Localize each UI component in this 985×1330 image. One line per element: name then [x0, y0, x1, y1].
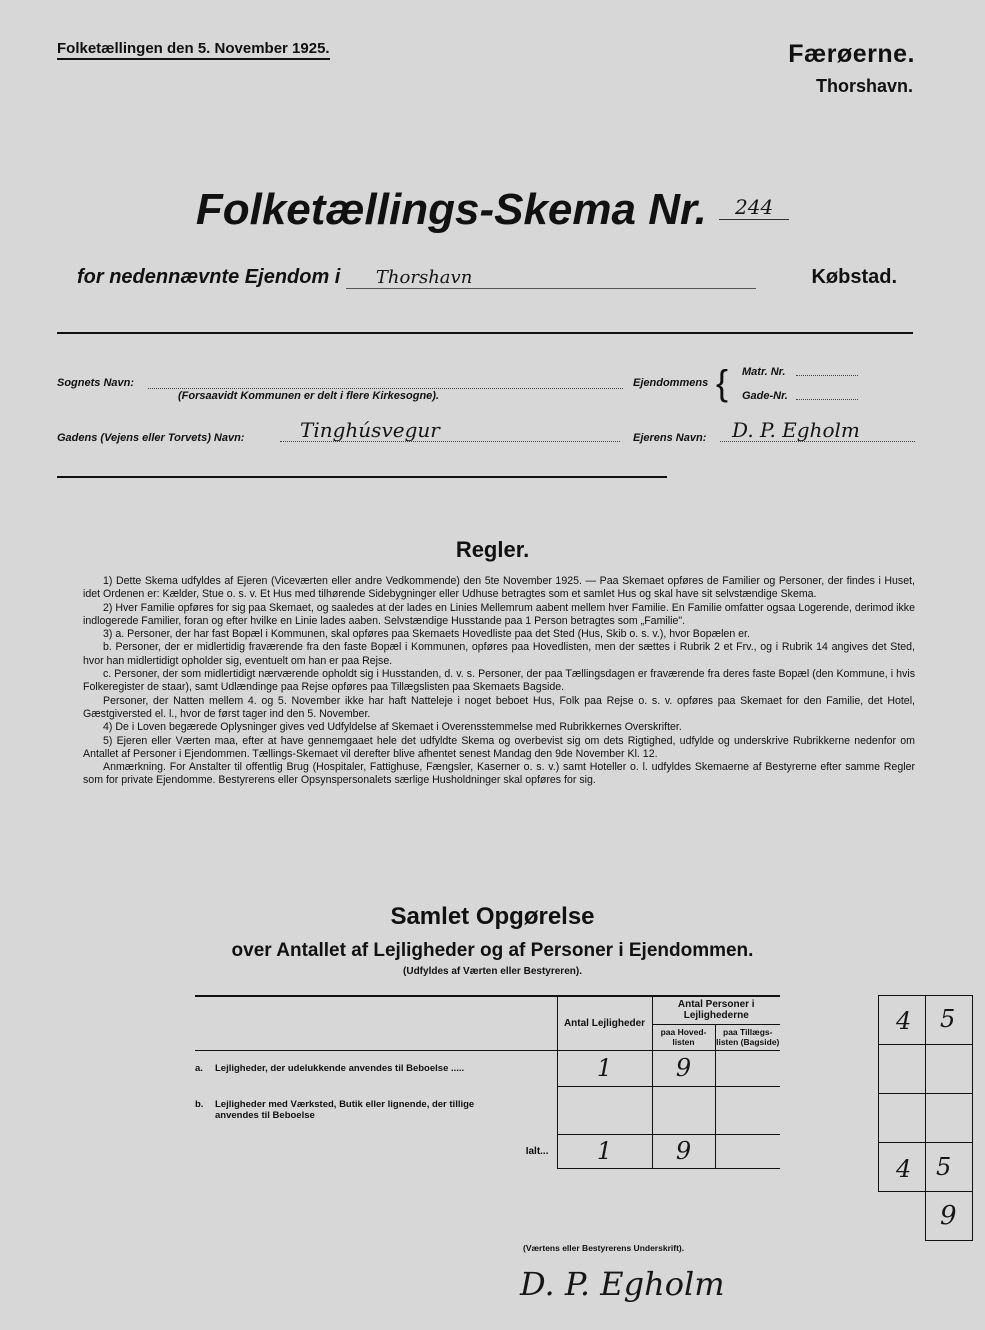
col-main-list: paa Hoved-listen	[652, 1024, 715, 1050]
summary-subtitle: over Antallet af Lejligheder og af Personer i Ejendommen.	[231, 940, 754, 961]
side-value: 4	[896, 1007, 912, 1035]
summary-note: (Udfyldes af Værten eller Bestyreren).	[403, 966, 582, 977]
col-apartments: Antal Lejligheder	[557, 996, 652, 1050]
property-location-line	[77, 266, 756, 289]
row-key: b.	[195, 1099, 204, 1110]
divider-top	[57, 332, 913, 334]
parish-note: (Forsaavidt Kommunen er delt i flere Kirkesogne).	[178, 390, 440, 402]
row-a-main: 9	[652, 1050, 715, 1086]
side-cell	[925, 1093, 973, 1143]
town-name: Thorshavn.	[815, 76, 913, 96]
rule-paragraph: Anmærkning. For Anstalter til offentlig Brug (Hospitaler, Fattighuse, Fængsler, Kaserner o. s. v.) samt Hoteller o. l. udfyldes Skemaerne af Bestyrerne efter samme Regler som for private Ejendomme. Bestyrerens eller Opsynspersonalets særlige Husholdninger skal opføres for sig.	[83, 761, 915, 787]
divider-bottom	[57, 476, 667, 478]
rule-paragraph: 2) Hver Familie opføres for sig paa Skemaet, og saaledes at der lades en Linies Mellemrum aabent mellem hver Familie. En Familie omfatter ogsaa Logerende, derimod ikke indlogerede Familier, foran og efter hvilke en Linie lades aaben. Selvstændige Husstande paa 1 Person betragtes som „Familie".	[83, 601, 915, 627]
side-value: 5	[940, 1005, 956, 1033]
col-persons: Antal Personer i Lejlighederne	[652, 996, 780, 1024]
row-key: a.	[195, 1062, 203, 1074]
row-a-supp	[715, 1050, 780, 1086]
summary-header-blank	[195, 996, 557, 1024]
property-label: Ejendommens	[633, 377, 709, 389]
signature: D. P. Egholm	[520, 1265, 725, 1303]
rule-paragraph: c. Personer, der som midlertidigt nærværende opholdt sig i Husstanden, d. v. s. Personer, der paa Tællingsdagen er fraværende fra deres faste Bopæl (den Kommune, i hvis Folkeregister de staar), samt Udlændinge paa Rejse opføres paa Tillægslisten paa Skemaets Bagside.	[83, 668, 915, 694]
brace: {	[716, 362, 729, 403]
side-cell	[878, 1093, 926, 1143]
side-value: 4	[896, 1155, 912, 1183]
side-cell	[878, 1044, 926, 1094]
row-b-label	[195, 1086, 557, 1134]
side-cell	[925, 1044, 973, 1094]
parish-field	[148, 388, 623, 389]
street-label: Gadens (Vejens eller Torvets) Navn:	[57, 432, 245, 444]
matr-label: Matr. Nr.	[742, 366, 786, 378]
census-date: Folketællingen den 5. November 1925.	[57, 40, 330, 60]
for-label: for nedennævnte Ejendom i	[77, 266, 341, 288]
side-tally-box	[878, 995, 973, 1245]
rule-paragraph: 5) Ejeren eller Værten maa, efter at have gennemgaaet hele det udfyldte Skema og overbevist sig om dets Rigtighed, udfylde og underskrive Rubrikkerne nedenfor om Antallet af Personer i Ejendommen. Tællings-Skemaet vil derefter blive afhentet senest Mandag den 9de November Kl. 12.	[83, 734, 915, 760]
row-b-supp	[715, 1086, 780, 1134]
row-a-apartments: 1	[557, 1050, 652, 1086]
rules-text	[83, 575, 915, 788]
owner-label: Ejerens Navn:	[633, 432, 707, 444]
rule-paragraph: 3) a. Personer, der har fast Bopæl i Kommunen, skal opføres paa Skemaets Hovedliste paa det Sted (Hus, Skib o. s. v.), hvor Bopælen er.	[103, 628, 750, 641]
total-main: 9	[652, 1134, 715, 1168]
street-field: Tinghúsvegur	[280, 418, 620, 442]
side-value: 5	[936, 1153, 952, 1181]
row-b-apartments	[557, 1086, 652, 1134]
row-a-label: a. Lejligheder, der udelukkende anvendes til Beboelse .....	[195, 1062, 465, 1074]
kobstad-label: Købstad.	[811, 266, 897, 288]
gade-label: Gade-Nr.	[742, 390, 788, 402]
rule-paragraph: 1) Dette Skema udfyldes af Ejeren (Viceværten eller andre Vedkommende) den 5te November 1925. — Paa Skemaet opføres de Familier og Personer, der findes i Huset, idet Ordenen er: Kælder, Stue o. s. v. Et Hus med tilhørende Sidebygninger eller Udhuse betragtes som et samlet Hus og skal have sit selvstændige Skema.	[83, 575, 915, 601]
rule-paragraph: Personer, der Natten mellem 4. og 5. November ikke har haft Natteleje i noget beboet Hus, Folk paa Rejse o. s. v. opføres paa Skemaet for den Familie, det Hotel, Gæstgiversted el. l., hvor de først tager ind den 5. November.	[83, 694, 915, 720]
form-number: 244	[719, 195, 789, 220]
property-place-field: Thorshavn	[346, 267, 756, 289]
summary-title: Samlet Opgørelse	[390, 903, 595, 930]
total-label: Ialt...	[525, 1145, 549, 1157]
total-label-text: Ialt	[525, 1145, 541, 1157]
summary-header-blank	[195, 1024, 557, 1050]
owner-field: D. P. Egholm	[720, 418, 915, 442]
row-b-main	[652, 1086, 715, 1134]
row-label: Lejligheder med Værksted, Butik eller lignende, der tillige anvendes til Beboelse	[215, 1099, 475, 1121]
rule-paragraph: b. Personer, der er midlertidig fraværende fra den faste Bopæl i Kommunen, opføres paa Hovedlisten, men der sættes i Rubrik 2 et Frv., og i Rubrik 14 angives det Sted, hvor han midlertidigt opholder sig, eventuelt om han er paa Rejse.	[83, 641, 915, 667]
total-apartments: 1	[557, 1134, 652, 1168]
summary-table	[195, 995, 780, 1169]
gade-field	[796, 399, 858, 400]
rules-heading: Regler.	[455, 537, 530, 562]
signature-label: (Værtens eller Bestyrerens Underskrift).	[523, 1243, 685, 1253]
row-label: Lejligheder, der udelukkende anvendes til Beboelse	[215, 1062, 449, 1074]
rule-paragraph: 4) De i Loven begærede Oplysninger gives ved Udfyldelse af Skemaet i Overensstemmelse med Rubrikkernes Overskrifter.	[103, 721, 682, 734]
side-value: 9	[940, 1201, 957, 1231]
matr-field	[796, 375, 858, 376]
form-title	[0, 185, 985, 235]
parish-label: Sognets Navn:	[57, 377, 135, 389]
region-name: Færøerne.	[788, 40, 915, 68]
col-supp-list: paa Tillægs-listen (Bagside)	[716, 1027, 780, 1047]
total-supp	[715, 1134, 780, 1168]
form-title-text: Folketællings-Skema Nr.	[195, 185, 707, 234]
